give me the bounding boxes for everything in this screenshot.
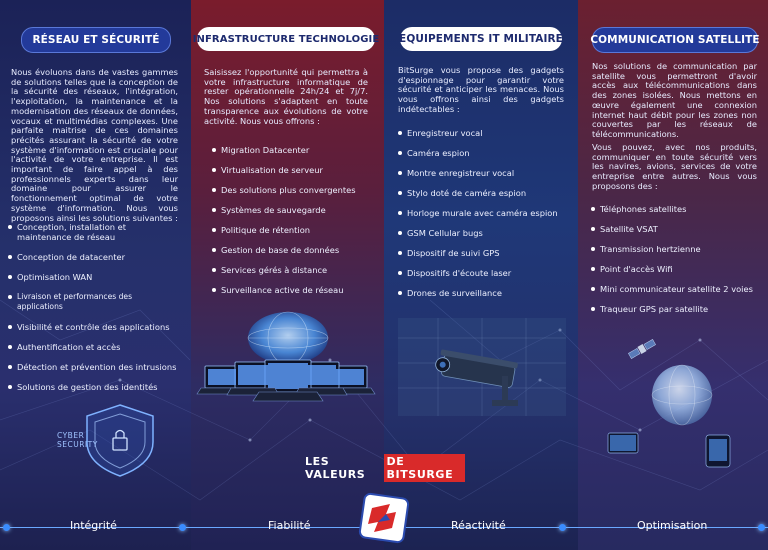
satellite-globe-illustration <box>590 335 766 475</box>
list-item: Virtualisation de serveur <box>212 165 372 175</box>
value-integrite: Intégrité <box>70 519 117 532</box>
list-item: Drones de surveillance <box>398 288 568 298</box>
intro2-communication: Vous pouvez, avec nos produits, communiquer en toute sécurité vers les navires, avions, services de votre entreprise entre autres. Nous vous proposons des : <box>592 142 757 191</box>
bullet-icon <box>591 227 595 231</box>
intro-communication: Nos solutions de communication par satellite vous permettront d'avoir accès aux télécommunications dans des zones isolées. Nous mettons en œuvre également une connexion internet haut débit pour les zones non couvertes par les réseaux de télécommunications. <box>592 61 757 139</box>
list-infrastructure <box>212 145 372 295</box>
list-item: Dispositifs d'écoute laser <box>398 268 568 278</box>
header-communication: COMMUNICATION SATELLITE <box>592 27 758 53</box>
bullet-icon <box>8 345 12 349</box>
bullet-icon <box>212 208 216 212</box>
bullet-icon <box>591 307 595 311</box>
list-item: Enregistreur vocal <box>398 128 568 138</box>
list-item: Caméra espion <box>398 148 568 158</box>
bullet-icon <box>398 231 402 235</box>
bullet-icon <box>398 151 402 155</box>
list-item: Transmission hertzienne <box>591 244 761 254</box>
header-equipements: EQUIPEMENTS IT MILITAIRE <box>400 27 562 51</box>
list-item: Mini communicateur satellite 2 voies <box>591 284 761 294</box>
bitsurge-logo <box>356 492 412 544</box>
list-item: Solutions de gestion des identités <box>8 382 180 392</box>
bullet-icon <box>398 251 402 255</box>
list-item: Téléphones satellites <box>591 204 761 214</box>
bullet-icon <box>398 171 402 175</box>
value-fiabilite: Fiabilité <box>268 519 311 532</box>
list-item: Point d'accès Wifi <box>591 264 761 274</box>
bullet-icon <box>212 188 216 192</box>
satellite-icon <box>628 339 656 360</box>
bullet-icon <box>8 295 12 299</box>
list-item: Dispositif de suivi GPS <box>398 248 568 258</box>
bullet-icon <box>398 131 402 135</box>
surveillance-camera-illustration <box>398 318 566 416</box>
values-dot <box>3 524 10 531</box>
header-infrastructure: INFRASTRUCTURE TECHNOLOGIE <box>197 27 375 51</box>
bullet-icon <box>591 287 595 291</box>
value-optimisation: Optimisation <box>637 519 708 532</box>
intro-reseau-securite: Nous évoluons dans de vastes gammes de solutions telles que la conception de la sécurité des réseaux, l'intégration, l'exploitation, la maintenance et la modernisation des réseaux de données, vocaux et multimédias complexes. Une parfaite maitrise de ces domaines précités assurant la sécurité de votre système d'information est cruciale pour l'activité de votre entreprise. Il est important de faire appel à des professionnels experts dans leur domaine pour assurer le fonctionnement optimal de votre système d'information. Nous vous proposons ainsi les solutions suivantes : <box>11 67 178 223</box>
bullet-icon <box>8 365 12 369</box>
list-item: GSM Cellular bugs <box>398 228 568 238</box>
list-item: Traqueur GPS par satellite <box>591 304 761 314</box>
list-item: Surveillance active de réseau <box>212 285 372 295</box>
list-item: Livraison et performances des applications <box>8 292 180 312</box>
bullet-icon <box>8 385 12 389</box>
list-item: Des solutions plus convergentes <box>212 185 372 195</box>
bullet-icon <box>212 248 216 252</box>
list-item: Migration Datacenter <box>212 145 372 155</box>
bullet-icon <box>8 225 12 229</box>
bullet-icon <box>212 148 216 152</box>
list-item: Satellite VSAT <box>591 224 761 234</box>
bullet-icon <box>212 288 216 292</box>
bullet-icon <box>212 228 216 232</box>
list-equipements <box>398 128 568 298</box>
bullet-icon <box>212 168 216 172</box>
values-dot <box>758 524 765 531</box>
bullet-icon <box>591 267 595 271</box>
list-item: Systèmes de sauvegarde <box>212 205 372 215</box>
values-title-part1: LES VALEURS <box>305 455 366 481</box>
header-reseau-securite: RÉSEAU ET SÉCURITÉ <box>21 27 171 53</box>
bullet-icon <box>212 268 216 272</box>
list-item: Politique de rétention <box>212 225 372 235</box>
list-item: Services gérés à distance <box>212 265 372 275</box>
bullet-icon <box>398 271 402 275</box>
list-item: Montre enregistreur vocal <box>398 168 568 178</box>
bullet-icon <box>8 325 12 329</box>
values-dot <box>179 524 186 531</box>
bullet-icon <box>591 207 595 211</box>
bullet-icon <box>398 191 402 195</box>
bullet-icon <box>591 247 595 251</box>
bullet-icon <box>398 211 402 215</box>
intro-equipements: BitSurge vous propose des gadgets d'espionnage pour garantir votre sécurité et anticiper les menaces. Nous vous offrons ainsi des gadgets indétectables : <box>398 65 564 114</box>
values-dot <box>559 524 566 531</box>
bullet-icon <box>8 255 12 259</box>
value-reactivite: Réactivité <box>451 519 506 532</box>
list-item: Horloge murale avec caméra espion <box>398 208 568 218</box>
list-item: Optimisation WAN <box>8 272 180 282</box>
list-item: Authentification et accès <box>8 342 180 352</box>
list-item: Conception de datacenter <box>8 252 180 262</box>
cyber-security-label: CYBER SECURITY <box>57 431 98 449</box>
list-item: Gestion de base de données <box>212 245 372 255</box>
list-item: Stylo doté de caméra espion <box>398 188 568 198</box>
bullet-icon <box>8 275 12 279</box>
list-item: Conception, installation et maintenance de réseau <box>8 222 180 242</box>
list-item: Détection et prévention des intrusions <box>8 362 180 372</box>
intro-infrastructure: Saisissez l'opportunité qui permettra à votre infrastructure informatique de rester opérationnelle 24h/24 et 7j/7. Nos solutions s'adaptent en toute transparence aux évolutions de votre activité. Nous vous offrons : <box>204 67 368 126</box>
bullet-icon <box>398 291 402 295</box>
values-title-part2: DE BITSURGE <box>384 454 465 482</box>
list-communication <box>591 204 761 314</box>
globe-laptops-illustration <box>195 308 381 418</box>
values-title <box>305 455 465 481</box>
list-item: Visibilité et contrôle des applications <box>8 322 180 332</box>
list-reseau-securite <box>8 222 180 392</box>
